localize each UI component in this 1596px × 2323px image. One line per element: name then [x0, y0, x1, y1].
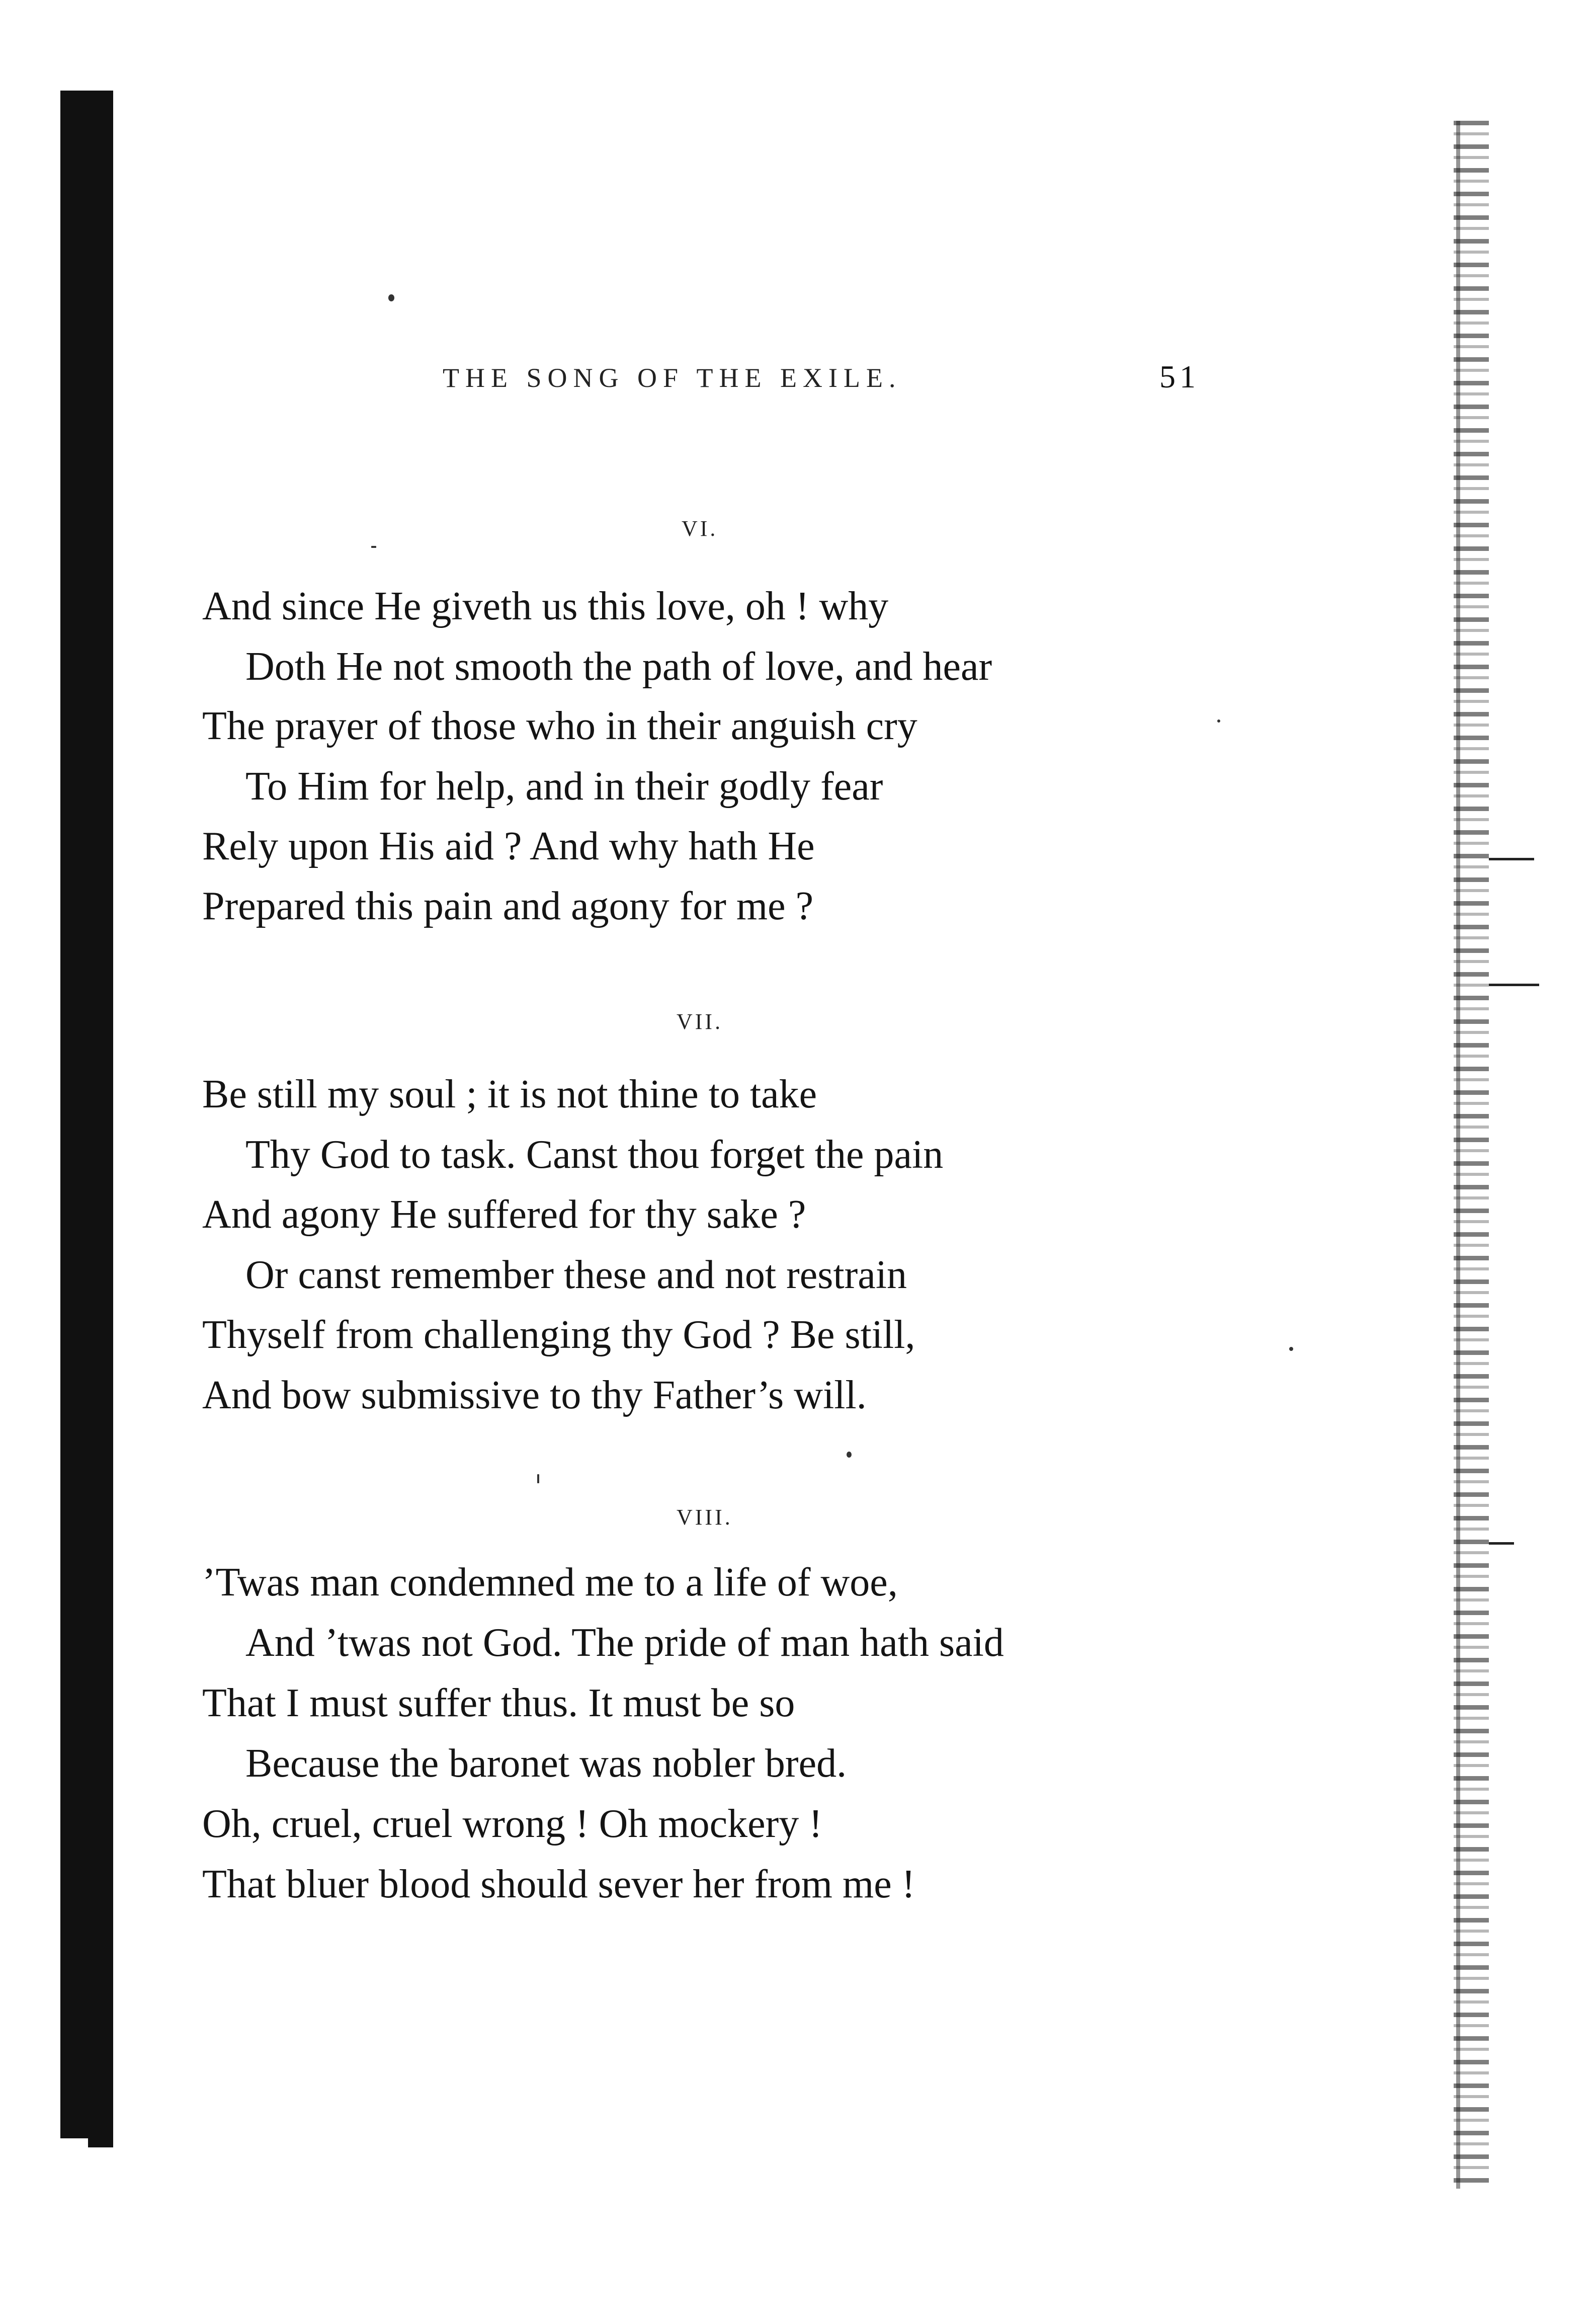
paper-speck	[388, 294, 394, 301]
paper-speck	[1289, 1347, 1293, 1351]
paper-speck	[1217, 719, 1220, 723]
poem-line: And since He giveth us this love, oh ! why	[202, 584, 889, 628]
poem-line: That I must suffer thus. It must be so	[202, 1681, 795, 1725]
poem-line: Because the baronet was nobler bred.	[245, 1741, 847, 1786]
poem-line: And agony He suffered for thy sake ?	[202, 1192, 806, 1237]
poem-line: ’Twas man condemned me to a life of woe,	[202, 1560, 898, 1605]
paper-speck	[847, 1452, 852, 1458]
stanza-number: VII.	[677, 1009, 723, 1034]
gutter-tick	[1489, 984, 1539, 986]
gutter-tick	[1489, 858, 1534, 860]
paper-speck	[371, 546, 376, 548]
poem-line: Be still my soul ; it is not thine to take	[202, 1072, 817, 1116]
stanza-number: VI.	[682, 516, 718, 541]
poem-line: And bow submissive to thy Father’s will.	[202, 1373, 867, 1417]
paper-speck	[537, 1474, 539, 1483]
page-number: 51	[1159, 359, 1200, 394]
poem-line: Oh, cruel, cruel wrong ! Oh mockery !	[202, 1802, 822, 1846]
left-binding-edge	[60, 91, 113, 2138]
right-gutter-line	[1456, 121, 1460, 2189]
poem-line: Rely upon His aid ? And why hath He	[202, 824, 815, 868]
running-head: THE SONG OF THE EXILE.	[443, 363, 902, 393]
poem-line: And ’twas not God. The pride of man hath said	[245, 1621, 1004, 1665]
poem-line: Thy God to task. Canst thou forget the pain	[245, 1133, 944, 1177]
gutter-tick	[1489, 1542, 1514, 1545]
poem-line: To Him for help, and in their godly fear	[245, 764, 883, 809]
poem-line: Doth He not smooth the path of love, and hear	[245, 645, 992, 689]
poem-line: The prayer of those who in their anguish cry	[202, 704, 917, 748]
poem-line: That bluer blood should sever her from me !	[202, 1862, 915, 1906]
poem-line: Thyself from challenging thy God ? Be still,	[202, 1313, 915, 1357]
left-binding-foot-mark	[88, 2138, 113, 2147]
poem-line: Prepared this pain and agony for me ?	[202, 884, 814, 928]
poem-line: Or canst remember these and not restrain	[245, 1253, 907, 1297]
stanza-number: VIII.	[677, 1505, 733, 1530]
